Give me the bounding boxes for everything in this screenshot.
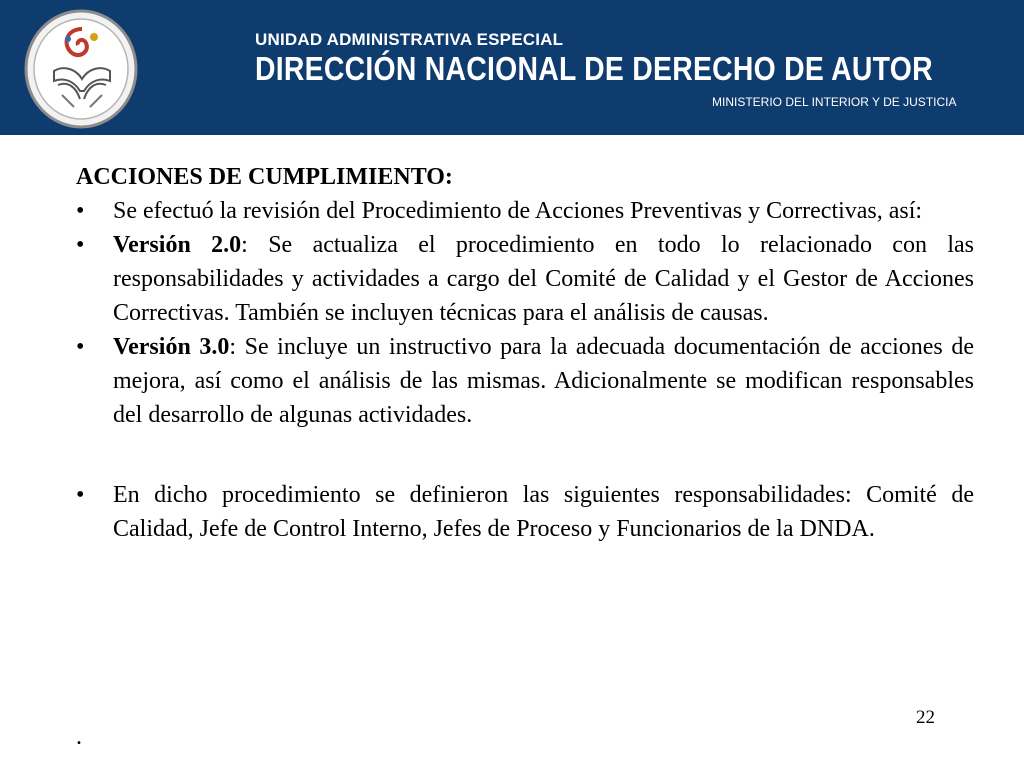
bullet-icon: • — [76, 232, 85, 258]
section-heading: ACCIONES DE CUMPLIMIENTO: — [76, 164, 453, 190]
header-title: DIRECCIÓN NACIONAL DE DERECHO DE AUTOR — [255, 50, 933, 87]
bullet-text: En dicho procedimiento se definieron las siguientes responsabilidades: Comité de Calidad, Jefe de Control Interno, Jefes de Proceso y Funcionarios de la DNDA. — [113, 482, 974, 542]
bullet-icon: • — [76, 482, 85, 508]
bullet-icon: • — [76, 334, 85, 360]
bullet-item-review — [76, 194, 974, 228]
bullet-item-version-3 — [76, 330, 974, 432]
trailing-mark: . — [76, 724, 82, 750]
spacer — [76, 432, 974, 478]
bullet-text: : Se incluye un instructivo para la adecuada documentación de acciones de mejora, así como el análisis de las mismas. Adicionalmente se modifican responsables del desarrollo de algunas actividades. — [113, 334, 974, 428]
version-label: Versión 3.0 — [113, 334, 230, 360]
bullet-item-version-2 — [76, 228, 974, 330]
version-label: Versión 2.0 — [113, 232, 242, 258]
bullet-icon: • — [76, 198, 85, 224]
slide-number: 22 — [916, 707, 935, 728]
header-ministry: MINISTERIO DEL INTERIOR Y DE JUSTICIA — [712, 95, 957, 109]
bullet-text: Se efectuó la revisión del Procedimiento de Acciones Preventivas y Correctivas, así: — [113, 198, 923, 224]
header-banner — [0, 0, 1024, 135]
dnda-logo-icon — [24, 9, 138, 129]
bullet-text: : Se actualiza el procedimiento en todo lo relacionado con las responsabilidades y actividades a cargo del Comité de Calidad y el Gestor de Acciones Correctivas. También se incluyen técnicas para el análisis de causas. — [113, 232, 974, 326]
slide-content — [76, 160, 974, 546]
header-org-unit: UNIDAD ADMINISTRATIVA ESPECIAL — [255, 30, 564, 49]
bullet-item-responsibilities — [76, 478, 974, 546]
